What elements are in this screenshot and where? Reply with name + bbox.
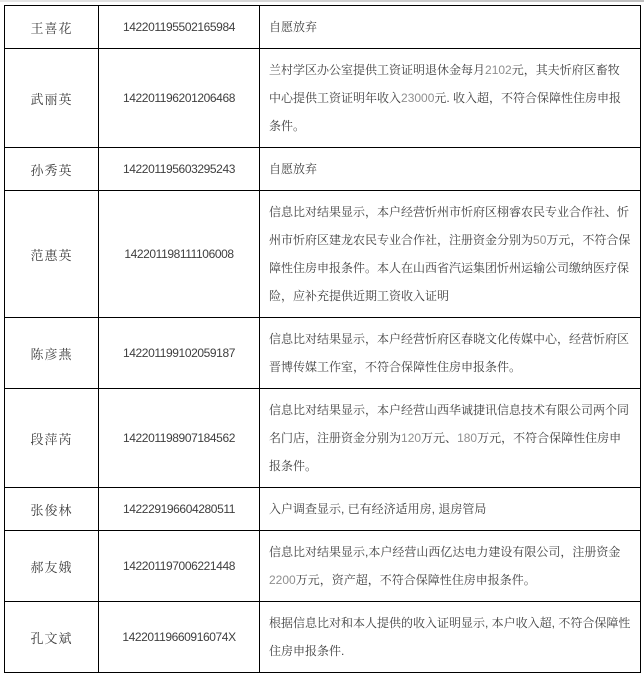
table-row bbox=[5, 488, 641, 531]
id-number-cell: 142229196604280511 bbox=[99, 488, 260, 531]
remark-cell: 自愿放弃 bbox=[260, 6, 641, 49]
remark-cell: 信息比对结果显示，本户经营忻府区春晓文化传媒中心，经营忻府区晋博传媒工作室，不符合保障性住房申报条件。 bbox=[260, 318, 641, 389]
table-row bbox=[5, 389, 641, 488]
id-number-cell: 142201195502165984 bbox=[99, 6, 260, 49]
remark-cell: 根据信息比对和本人提供的收入证明显示, 本户收入超, 不符合保障性住房申报条件. bbox=[260, 602, 641, 673]
remark-cell: 自愿放弃 bbox=[260, 148, 641, 191]
numeric-value: 120 bbox=[401, 431, 422, 445]
applicant-name-cell: 孙秀英 bbox=[5, 148, 99, 191]
remark-cell: 信息比对结果显示，本户经营忻州市忻府区栩睿农民专业合作社、忻州市忻府区建龙农民专业合作社，注册资金分别为50万元，不符合保障性住房申报条件。本人在山西省汽运集团忻州运输公司缴纳医疗保险，应补充提供近期工资收入证明 bbox=[260, 191, 641, 318]
applicant-name-cell: 王喜花 bbox=[5, 6, 99, 49]
numeric-value: 2200 bbox=[269, 573, 296, 587]
applicant-name-cell: 孔文斌 bbox=[5, 602, 99, 673]
applicant-name-cell: 陈彦燕 bbox=[5, 318, 99, 389]
id-number-cell: 142201197006221448 bbox=[99, 531, 260, 602]
id-number-cell: 142201198907184562 bbox=[99, 389, 260, 488]
applicant-name-cell: 武丽英 bbox=[5, 49, 99, 148]
table-row bbox=[5, 6, 641, 49]
table-row bbox=[5, 191, 641, 318]
page-top-edge bbox=[0, 0, 644, 2]
id-number-cell: 142201195603295243 bbox=[99, 148, 260, 191]
table-row bbox=[5, 49, 641, 148]
id-number-cell: 142201199102059187 bbox=[99, 318, 260, 389]
applicant-review-table bbox=[4, 5, 641, 673]
applicant-name-cell: 张俊林 bbox=[5, 488, 99, 531]
table-body bbox=[5, 6, 641, 673]
id-number-cell: 142201196201206468 bbox=[99, 49, 260, 148]
id-number-cell: 142201198111106008 bbox=[99, 191, 260, 318]
applicant-name-cell: 郝友娥 bbox=[5, 531, 99, 602]
table-row bbox=[5, 602, 641, 673]
table-row bbox=[5, 531, 641, 602]
applicant-name-cell: 范惠英 bbox=[5, 191, 99, 318]
remark-cell: 信息比对结果显示，本户经营山西华诚捷讯信息技术有限公司两个同名门店，注册资金分别为120万元、180万元，不符合保障性住房申报条件。 bbox=[260, 389, 641, 488]
numeric-value: 23000 bbox=[401, 91, 435, 105]
remark-cell: 信息比对结果显示,本户经营山西亿达电力建设有限公司，注册资金2200万元，资产超，不符合保障性住房申报条件。 bbox=[260, 531, 641, 602]
remark-cell: 兰村学区办公室提供工资证明退休金每月2102元，其夫忻府区畜牧中心提供工资证明年收入23000元. 收入超，不符合保障性住房申报条件。 bbox=[260, 49, 641, 148]
id-number-cell: 14220119660916074X bbox=[99, 602, 260, 673]
document-page bbox=[4, 5, 640, 673]
numeric-value: 180 bbox=[457, 431, 478, 445]
table-row bbox=[5, 318, 641, 389]
table-row bbox=[5, 148, 641, 191]
remark-cell: 入户调查显示, 已有经济适用房, 退房管局 bbox=[260, 488, 641, 531]
numeric-value: 50 bbox=[533, 233, 547, 247]
numeric-value: 2102 bbox=[485, 63, 512, 77]
applicant-name-cell: 段萍芮 bbox=[5, 389, 99, 488]
